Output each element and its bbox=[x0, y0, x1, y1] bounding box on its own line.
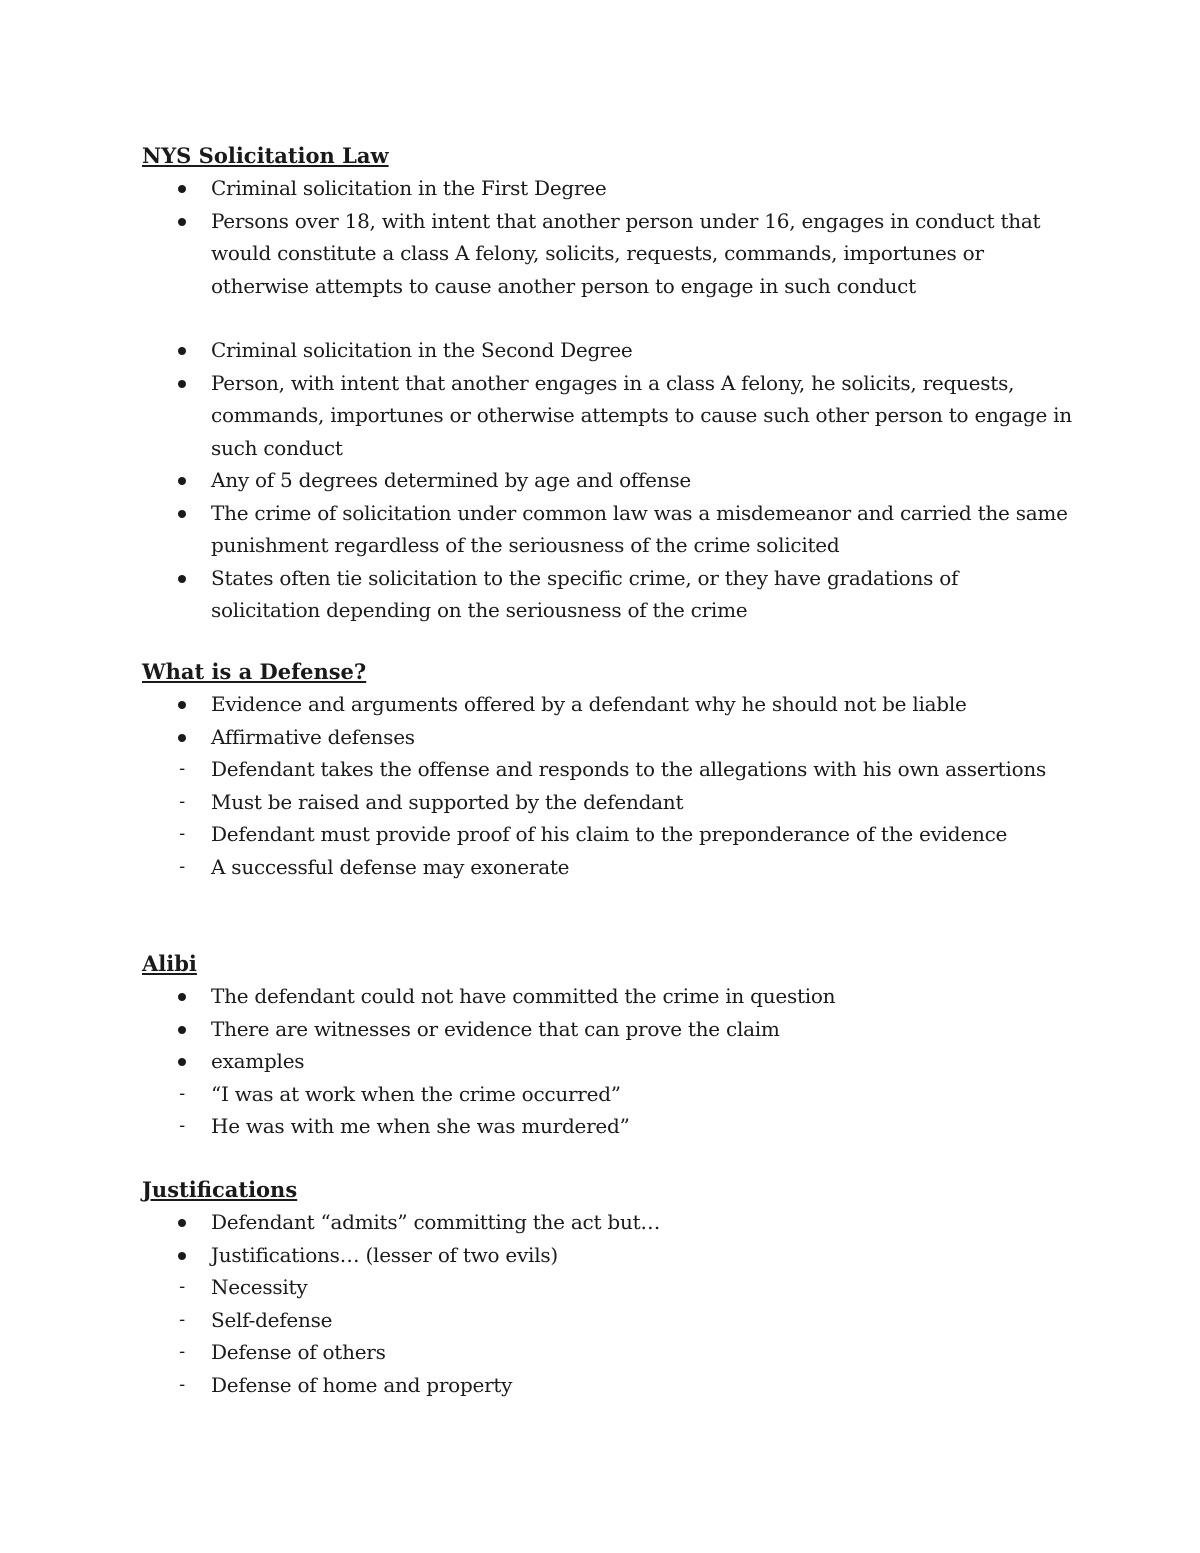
list-item bbox=[142, 497, 1072, 562]
list-item-text: States often tie solicitation to the specific crime, or they have gradations of solicitation depending on the seriousness of the crime bbox=[211, 565, 959, 622]
list-item bbox=[142, 721, 1072, 754]
list-item-text: Any of 5 degrees determined by age and offense bbox=[211, 468, 691, 492]
list-item bbox=[142, 464, 1072, 497]
list-item-text: Affirmative defenses bbox=[211, 724, 415, 749]
bullet-icon bbox=[172, 464, 192, 485]
dash-icon bbox=[172, 1271, 192, 1303]
bullet-icon bbox=[172, 172, 192, 193]
bullet-icon bbox=[172, 1045, 192, 1066]
list-item-text: Defendant “admits” committing the act but… bbox=[211, 1210, 661, 1234]
list-item bbox=[142, 1206, 1072, 1239]
dash-icon bbox=[172, 818, 192, 850]
list-item bbox=[142, 1110, 1072, 1143]
dash-icon bbox=[172, 786, 192, 818]
bullet-icon bbox=[172, 1013, 192, 1034]
bullet-icon bbox=[172, 562, 192, 583]
section-heading: Justifications bbox=[142, 1177, 298, 1202]
dash-icon bbox=[172, 1336, 192, 1368]
dash-icon bbox=[172, 753, 192, 785]
list-item bbox=[142, 172, 1072, 205]
list-item bbox=[142, 753, 1072, 786]
section-what-is-a-defense bbox=[142, 656, 1072, 883]
section-heading: Alibi bbox=[142, 951, 197, 976]
list-item-text: Criminal solicitation in the Second Degree bbox=[211, 338, 633, 362]
list-item bbox=[142, 1271, 1072, 1304]
list-item bbox=[142, 562, 1072, 627]
list-item bbox=[142, 1078, 1072, 1111]
section-nys-solicitation-law bbox=[142, 140, 1072, 627]
list-item-text: Self-defense bbox=[211, 1307, 333, 1332]
bullet-icon bbox=[172, 721, 192, 742]
list-item bbox=[142, 1239, 1072, 1272]
list-item-text: A successful defense may exonerate bbox=[211, 854, 570, 879]
list-item-text: The crime of solicitation under common law was a misdemeanor and carried the same punishment regardless of the seriousness of the crime solicited bbox=[211, 500, 1068, 557]
list-item bbox=[142, 1336, 1072, 1369]
list-item-text: examples bbox=[211, 1049, 305, 1073]
list-item bbox=[142, 688, 1072, 721]
bullet-icon bbox=[172, 1239, 192, 1260]
dash-icon bbox=[172, 1110, 192, 1142]
list-item bbox=[142, 980, 1072, 1013]
list-item-text: Person, with intent that another engages in a class A felony, he solicits, requests, commands, importunes or otherwise attempts to cause such other person to engage in such conduct bbox=[211, 370, 1072, 460]
list-item bbox=[142, 367, 1072, 465]
section-heading: NYS Solicitation Law bbox=[142, 143, 389, 168]
list-item-text: Defense of home and property bbox=[211, 1372, 513, 1397]
section-justifications bbox=[142, 1174, 1072, 1401]
list-item bbox=[142, 334, 1072, 367]
list-item bbox=[142, 851, 1072, 884]
list-item-text: “I was at work when the crime occurred” bbox=[211, 1081, 621, 1106]
dash-icon bbox=[172, 1369, 192, 1401]
list-item-text: Persons over 18, with intent that another person under 16, engages in conduct that would constitute a class A felony, solicits, requests, commands, importunes or otherwise attempts to cause another person to engage in such conduct bbox=[211, 208, 1041, 298]
bullet-icon bbox=[172, 497, 192, 518]
list-item bbox=[142, 1045, 1072, 1078]
list-item-text: Defendant must provide proof of his claim to the preponderance of the evidence bbox=[211, 822, 1008, 846]
list-item-text: Justifications… (lesser of two evils) bbox=[211, 1242, 558, 1267]
section-alibi bbox=[142, 948, 1072, 1143]
bullet-icon bbox=[172, 980, 192, 1001]
list-item bbox=[142, 1013, 1072, 1046]
dash-icon bbox=[172, 1304, 192, 1336]
bullet-icon bbox=[172, 1206, 192, 1227]
list-item-text: Evidence and arguments offered by a defendant why he should not be liable bbox=[211, 692, 967, 716]
bullet-icon bbox=[172, 367, 192, 388]
bullet-icon bbox=[172, 334, 192, 355]
bullet-icon bbox=[172, 688, 192, 709]
bullet-icon bbox=[172, 205, 192, 226]
list-item bbox=[142, 818, 1072, 851]
list-item bbox=[142, 786, 1072, 819]
list-item bbox=[142, 1369, 1072, 1402]
dash-icon bbox=[172, 1078, 192, 1110]
dash-icon bbox=[172, 851, 192, 883]
list-item-text: There are witnesses or evidence that can prove the claim bbox=[211, 1016, 780, 1041]
list-item-text: Criminal solicitation in the First Degree bbox=[211, 176, 607, 200]
list-item-text: Defense of others bbox=[211, 1340, 386, 1364]
list-item-text: The defendant could not have committed the crime in question bbox=[211, 984, 836, 1008]
section-heading: What is a Defense? bbox=[142, 659, 367, 684]
list-item bbox=[142, 1304, 1072, 1337]
list-item-text: He was with me when she was murdered” bbox=[211, 1114, 630, 1138]
list-item-text: Necessity bbox=[211, 1275, 308, 1299]
list-item-text: Must be raised and supported by the defendant bbox=[211, 789, 684, 814]
list-item bbox=[142, 205, 1072, 303]
list-item-text: Defendant takes the offense and responds to the allegations with his own assertions bbox=[211, 757, 1047, 781]
